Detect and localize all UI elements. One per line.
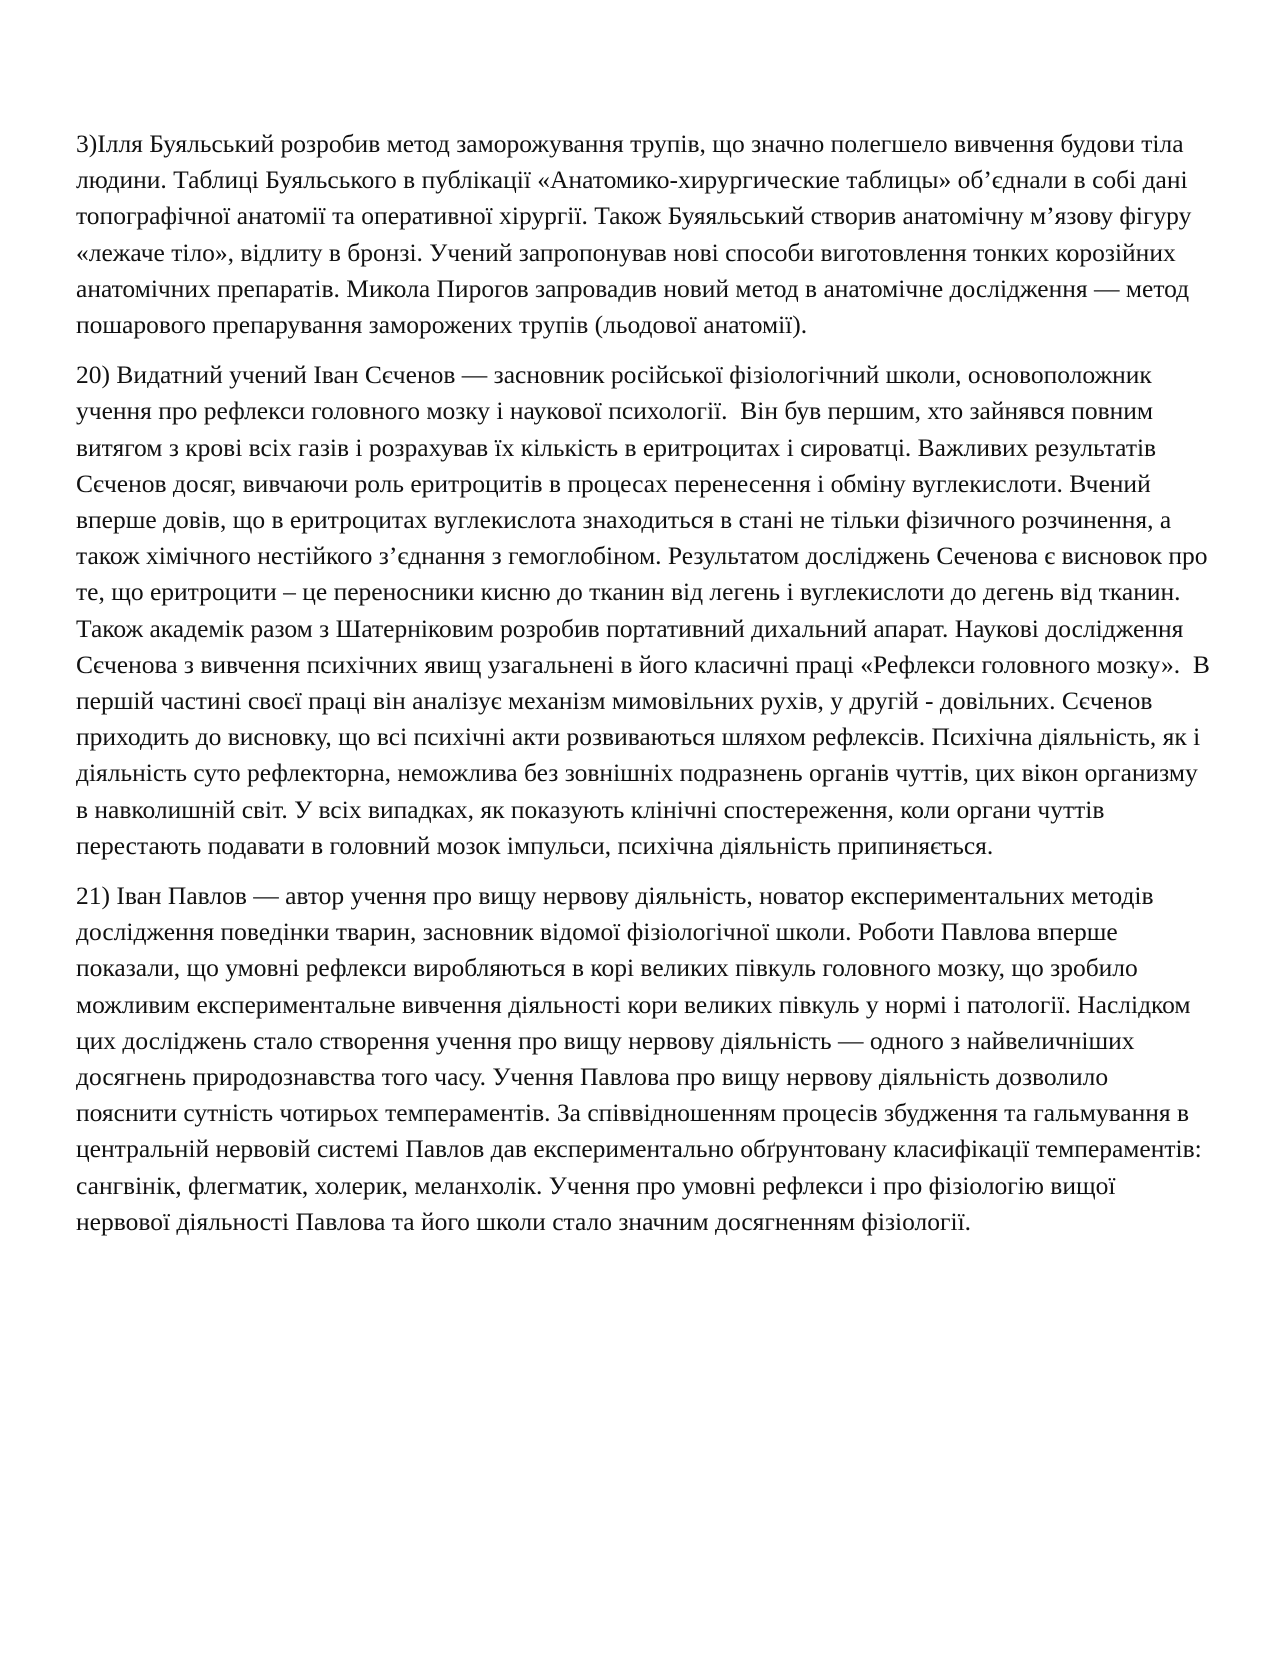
paragraph-ivan-sechenov: 20) Видатний учений Іван Сєченов — засновник російської фізіологічний школи, основоположник учення про рефлекси головного мозку і наукової психології. Він був першим, хто зайнявся повним витягом з крові всіх газів і розрахував їх кількість в еритроцитах і сироватці. Важливих результатів Сєченов досяг, вивчаючи роль еритроцитів в процесах перенесення і обміну вуглекислоти. Вчений вперше довів, що в еритроцитах вуглекислота знаходиться в стані не тільки фізичного розчинення, а також хімічного нестійкого з’єднання з гемоглобіном. Результатом досліджень Сеченова є висновок про те, що еритроцити – це переносники кисню до тканин від легень і вуглекислоти до дегень від тканин. Також академік разом з Шатерніковим розробив портативний дихальний апарат. Наукові дослідження Сєченова з вивчення психічних явищ узагальнені в його класичні праці «Рефлекси головного мозку». В першій частині своєї праці він аналізує механізм мимовільних рухів, у другій - довільних. Сєченов приходить до висновку, що всі психічні акти розвиваються шляхом рефлексів. Психічна діяльність, як і діяльність суто рефлекторна, неможлива без зовнішніх подразнень органів чуттів, цих вікон организму в навколишній світ. У всіх випадках, як показують клінічні спостереження, коли органи чуттів перестають подавати в головний мозок імпульси, психічна діяльність припиняється. xyxy=(76,360,1217,860)
document-body xyxy=(76,126,1217,1254)
paragraph-ivan-pavlov: 21) Іван Павлов — автор учення про вищу нервову діяльність, новатор експериментальних методів дослідження поведінки тварин, засновник відомої фізіологічної школи. Роботи Павлова вперше показали, що умовні рефлекси виробляються в корі великих півкуль головного мозку, що зробило можливим експериментальне вивчення діяльності кори великих півкуль у нормі і патології. Наслідком цих досліджень стало створення учення про вищу нервову діяльність — одного з найвеличніших досягнень природознавства того часу. Учення Павлова про вищу нервову діяльність дозволило пояснити сутність чотирьох темпераментів. За співвідношенням процесів збудження та гальмування в центральній нервовій системі Павлов дав експериментально обґрунтовану класифікації темпераментів: сангвінік, флегматик, холерик, меланхолік. Учення про умовні рефлекси і про фізіологію вищої нервової діяльності Павлова та його школи стало значним досягненням фізіології. xyxy=(76,881,1209,1236)
paragraph-ilya-buyalsky: 3)Ілля Буяльський розробив метод заморожування трупів, що значно полегшело вивчення будови тіла людини. Таблиці Буяльського в публікації «Анатомико-хирургические таблицы» об’єднали в собі дані топографічної анатомії та оперативної хірургії. Також Буяяльський створив анатомічну м’язову фігуру «лежаче тіло», відлиту в бронзі. Учений запропонував нові способи виготовлення тонких корозійних анатомічних препаратів. Микола Пирогов запровадив новий метод в анатомічне дослідження — метод пошарового препарування заморожених трупів (льодової анатомії). xyxy=(76,129,1198,340)
